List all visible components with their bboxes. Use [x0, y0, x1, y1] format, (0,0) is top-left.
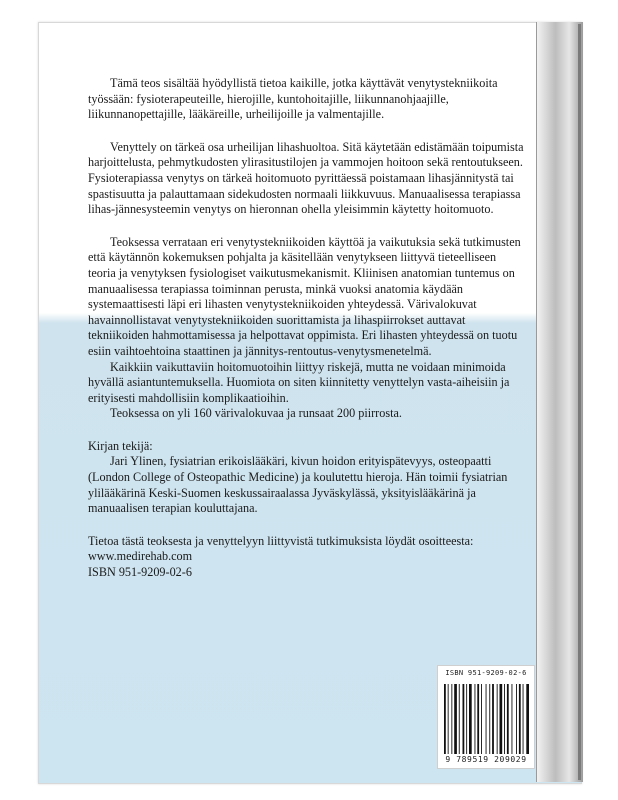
ean-digits: 9 789519 209029: [445, 755, 527, 764]
barcode-bar: [526, 684, 529, 754]
intro-paragraph: Tämä teos sisältää hyödyllistä tietoa kaikille, jotka käyttävät venytystekniikoita työssään: fysioterapeuteille, hierojille, kuntohoitajille, liikunnanohjaajille, liikunnanopettajille, lääkäreille, urheilijoille ja valmentajille.: [88, 76, 498, 122]
barcode-label: [437, 665, 535, 769]
barcode-bar: [466, 684, 467, 754]
barcode-bar: [492, 684, 494, 754]
barcode-bar: [469, 684, 472, 754]
barcode-bar: [463, 684, 465, 754]
barcode-bar: [475, 684, 476, 754]
barcode-bar: [516, 684, 517, 754]
book-spine: [536, 22, 583, 782]
barcode-bar: [451, 684, 452, 754]
barcode-bar: [486, 684, 487, 754]
barcode-bar: [444, 684, 446, 754]
paragraph-illustrations: Teoksessa on yli 160 värivalokuvaa ja runsaat 200 piirrosta.: [110, 406, 402, 421]
barcode-bar: [507, 684, 509, 754]
spine-edge: [578, 24, 581, 780]
barcode-bar: [523, 684, 524, 754]
barcode-bar: [448, 684, 449, 754]
barcode-bar: [519, 684, 521, 754]
barcode-bar: [454, 684, 457, 754]
barcode-isbn: ISBN 951-9209-02-6: [445, 669, 527, 677]
paragraph-stretching-importance: Venyttely on tärkeä osa urheilijan lihashuoltoa. Sitä käytetään edistämään toipumista harjoittelusta, pehmytkudosten ylirasitustilojen ja vammojen hoitoon sekä rentoutukseen. Fysioterapiassa venytys on tärkeä hoitomuoto pyrittäessä poistamaan lihasjännitystä tai spastisuutta ja palauttamaan sidekudosten normaali liikkuvuus. Manuaalisessa terapiassa lihas-jännesysteemin venytys on hieronnan ohella yleisimmin käytetty hoitomuoto.: [88, 139, 524, 217]
barcode-bar: [497, 684, 498, 754]
barcode-bar: [459, 684, 460, 754]
paragraph-book-contents: Teoksessa verrataan eri venytystekniikoiden käyttöä ja vaikutuksia sekä tutkimusten että käytännön kokemuksen pohjalta ja käsitellään venytykseen liittyvä tieteelliseen teoria ja venytyksen fysiologiset vaikutusmekanismit. Kliinisen anatomian tuntemus on manuaalisessa terapiassa toiminnan perusta, minkä vuoksi anatomia käydään systemaattisesti läpi eri lihasten venytystekniikoiden yhteydessä. Värivalokuvat havainnollistavat venytystekniikoiden suorittamista ja lihaspiirrokset auttavat tekniikoiden hahmottamisessa ja helpottavat oppimista. Eri lihasten yhteydessä on tuotu esiin vaihtoehtoina staattinen ja jännitys-rentoutus-venytysmenetelmä.: [88, 234, 521, 358]
back-cover-text: [88, 76, 524, 581]
isbn-text: ISBN 951-9209-02-6: [88, 565, 192, 580]
barcode-bar: [504, 684, 505, 754]
paragraph-risks: Kaikkiin vaikuttaviin hoitomuotoihin liittyy riskejä, mutta ne voidaan minimoida hyvällä asiantuntemuksella. Huomiota on siten kiinnitetty venyttelyn vasta-aiheisiin ja erityisesti mahdollisiin komplikaatioihin.: [88, 359, 510, 405]
more-info: Tietoa tästä teoksesta ja venyttelyyn liittyvistä tutkimuksista löydät osoitteesta: www.medirehab.com: [88, 533, 474, 564]
barcode-bar: [512, 684, 513, 754]
barcode-bar: [500, 684, 503, 754]
authors-text: Jari Ylinen, fysiatrian erikoislääkäri, kivun hoidon erityispätevyys, osteopaatti (London College of Osteopathic Medicine) ja koulutettu hieroja. Hän toimii fysiatrian ylilääkärinä Keski-Suomen keskussairaalassa Jyväskylässä, yksityislääkärinä ja manuaalisen terapian kouluttajana.: [88, 454, 508, 516]
barcode-bar: [489, 684, 490, 754]
barcode-bar: [481, 684, 482, 754]
barcode-icon: [443, 684, 529, 754]
barcode-bar: [477, 684, 479, 754]
authors-heading: Kirjan tekijä:: [88, 438, 153, 453]
